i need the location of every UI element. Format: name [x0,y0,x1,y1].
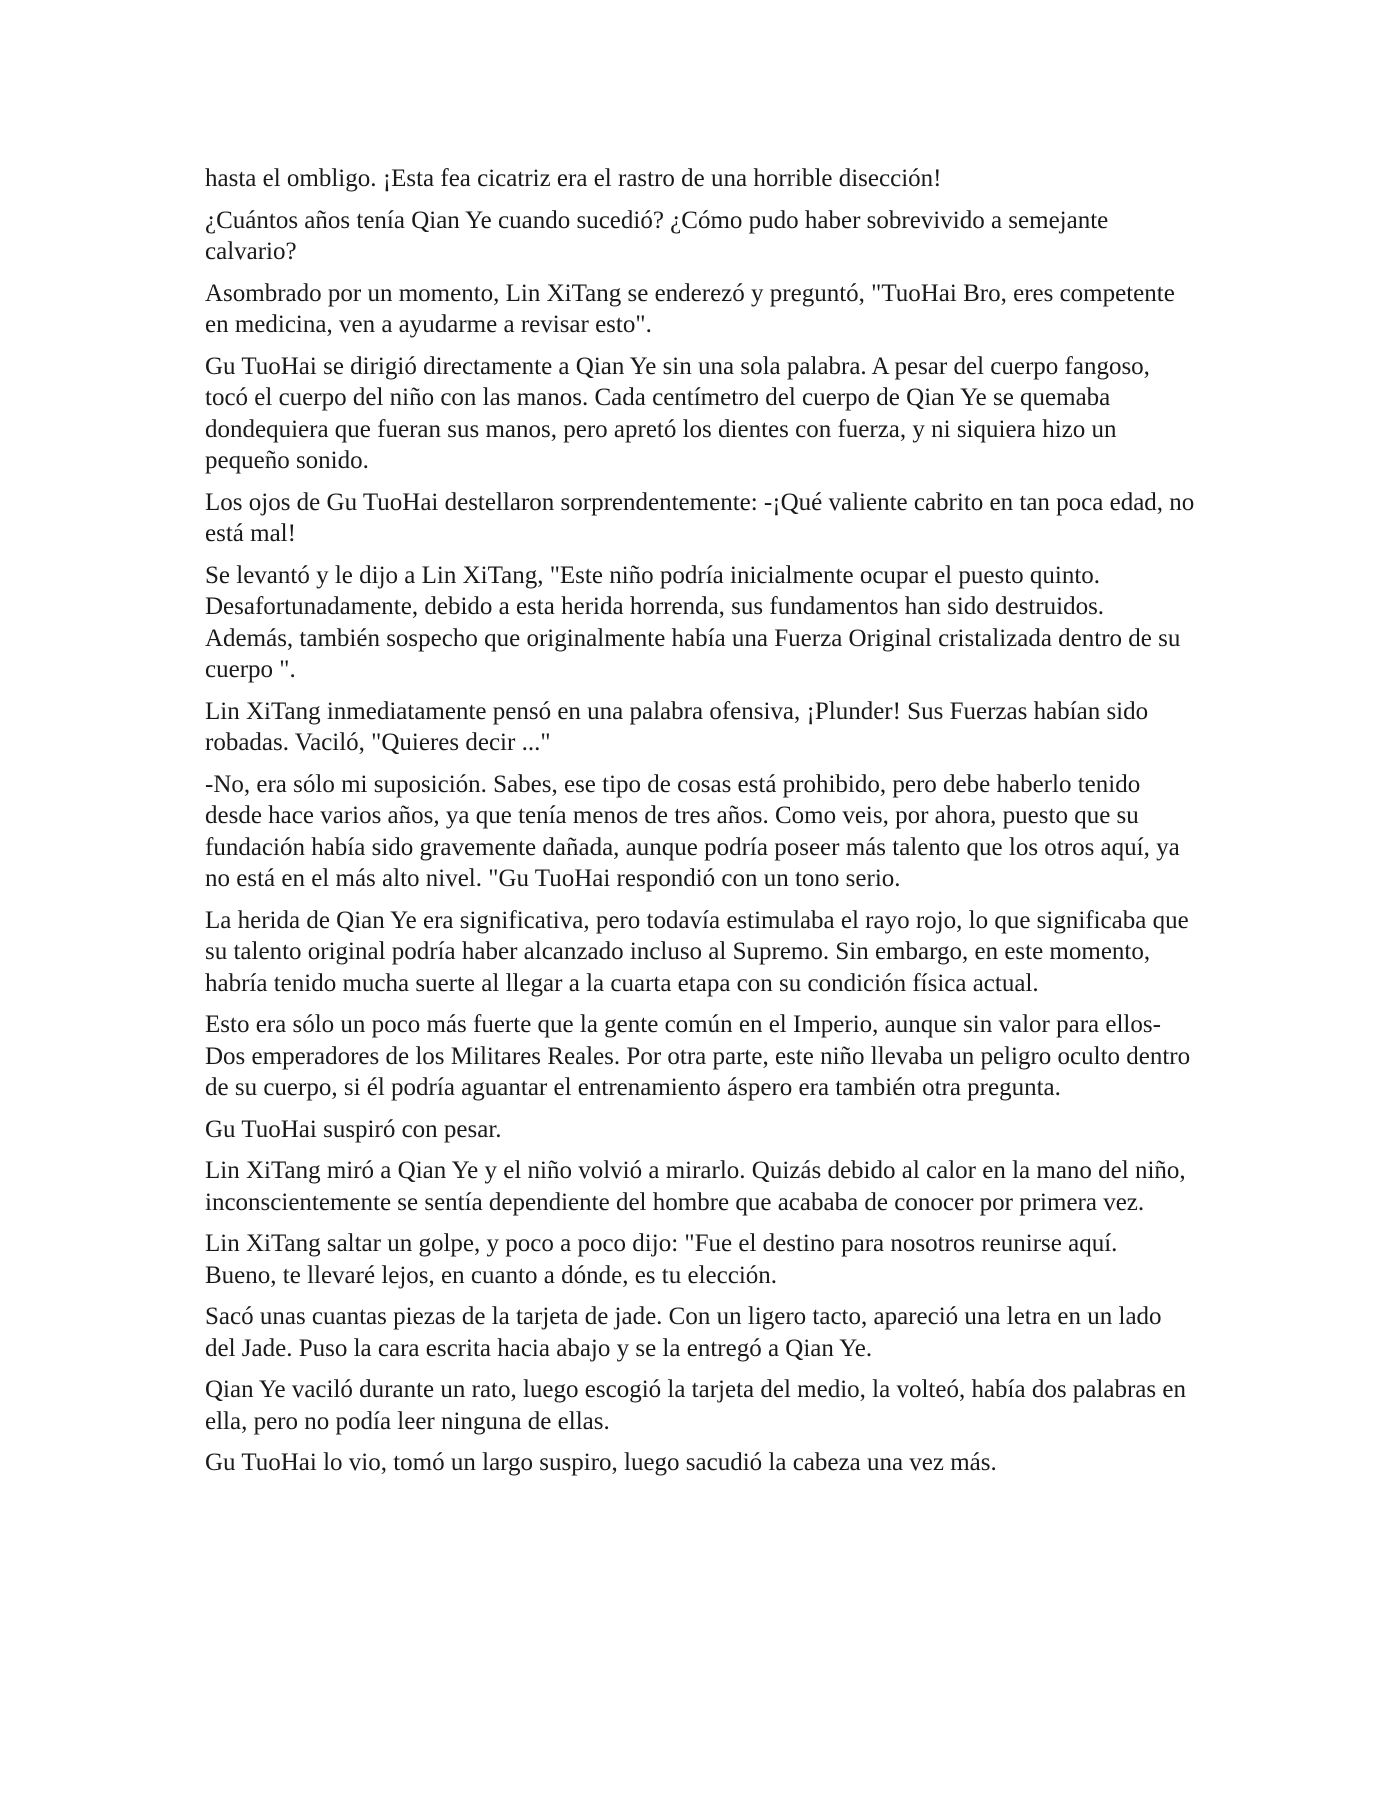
paragraph-12: Lin XiTang miró a Qian Ye y el niño volvió a mirarlo. Quizás debido al calor en la mano del niño, inconscientemente se sentía dependiente del hombre que acababa de conocer por primera vez. [205,1157,1186,1216]
paragraph-15: Qian Ye vaciló durante un rato, luego escogió la tarjeta del medio, la volteó, había dos palabras en ella, pero no podía leer ninguna de ellas. [205,1376,1186,1435]
body-text [205,163,1195,1489]
paragraph-10: Esto era sólo un poco más fuerte que la gente común en el Imperio, aunque sin valor para ellos-Dos emperadores de los Militares Reales. Por otra parte, este niño llevaba un peligro oculto dentro de su cuerpo, si él podría aguantar el entrenamiento áspero era también otra pregunta. [205,1011,1191,1101]
paragraph-7: Lin XiTang inmediatamente pensó en una palabra ofensiva, ¡Plunder! Sus Fuerzas habían sido robadas. Vaciló, "Quieres decir ..." [205,697,1149,756]
paragraph-9: La herida de Qian Ye era significativa, pero todavía estimulaba el rayo rojo, lo que significaba que su talento original podría haber alcanzado incluso al Supremo. Sin embargo, en este momento, habría tenido mucha suerte al llegar a la cuarta etapa con su condición física actual. [205,906,1189,997]
paragraph-13: Lin XiTang saltar un golpe, y poco a poco dijo: "Fue el destino para nosotros reunirse aquí. Bueno, te llevaré lejos, en cuanto a dónde, es tu elección. [205,1230,1118,1289]
paragraph-3: Asombrado por un momento, Lin XiTang se enderezó y preguntó, "TuoHai Bro, eres competente en medicina, ven a ayudarme a revisar esto". [205,279,1175,338]
paragraph-6: Se levantó y le dijo a Lin XiTang, "Este niño podría inicialmente ocupar el puesto quinto. Desafortunadamente, debido a esta herida horrenda, sus fundamentos han sido destruidos. Además, también sospecho que originalmente había una Fuerza Original cristalizada dentro de su cuerpo ". [205,561,1181,683]
paragraph-4: Gu TuoHai se dirigió directamente a Qian Ye sin una sola palabra. A pesar del cuerpo fangoso, tocó el cuerpo del niño con las manos. Cada centímetro del cuerpo de Qian Ye se quemaba dondequiera que fueran sus manos, pero apretó los dientes con fuerza, y ni siquiera hizo un pequeño sonido. [205,352,1150,474]
paragraph-5: Los ojos de Gu TuoHai destellaron sorprendentemente: -¡Qué valiente cabrito en tan poca edad, no está mal! [205,488,1195,547]
paragraph-11: Gu TuoHai suspiró con pesar. [205,1115,502,1143]
paragraph-8: -No, era sólo mi suposición. Sabes, ese tipo de cosas está prohibido, pero debe haberlo tenido desde hace varios años, ya que tenía menos de tres años. Como veis, por ahora, puesto que su fundación había sido gravemente dañada, aunque podría poseer más talento que los otros aquí, ya no está en el más alto nivel. "Gu TuoHai respondió con un tono serio. [205,770,1180,892]
paragraph-16: Gu TuoHai lo vio, tomó un largo suspiro, luego sacudió la cabeza una vez más. [205,1449,997,1476]
paragraph-2: ¿Cuántos años tenía Qian Ye cuando sucedió? ¿Cómo pudo haber sobrevivido a semejante calvario? [205,206,1109,265]
paragraph-14: Sacó unas cuantas piezas de la tarjeta de jade. Con un ligero tacto, apareció una letra en un lado del Jade. Puso la cara escrita hacia abajo y se la entregó a Qian Ye. [205,1303,1162,1362]
paragraph-1: hasta el ombligo. ¡Esta fea cicatriz era el rastro de una horrible disección! [205,165,942,192]
